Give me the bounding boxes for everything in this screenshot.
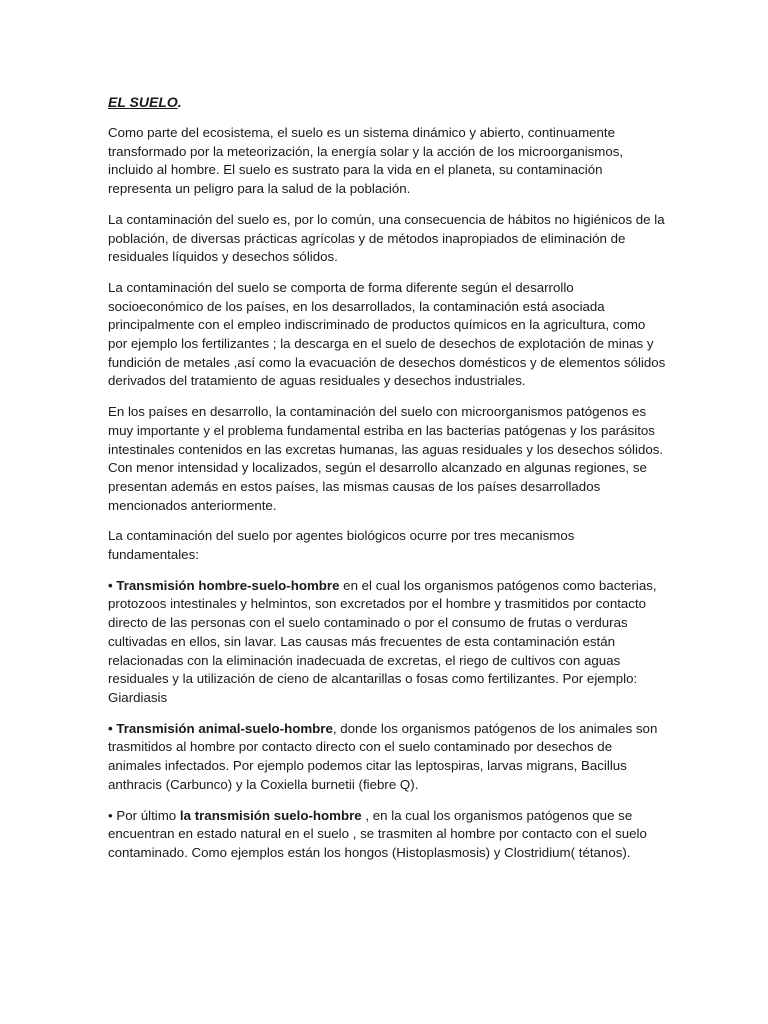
- mechanism-animal-soil-human: [108, 720, 668, 795]
- paragraph-mechanisms-intro: La contaminación del suelo por agentes biológicos ocurre por tres mecanismos fundamentales:: [108, 528, 575, 563]
- mechanism-animal-soil-human-title: • Transmisión animal-suelo-hombre: [108, 720, 333, 736]
- mechanism-human-soil-human-title: • Transmisión hombre-suelo-hombre: [108, 577, 340, 593]
- paragraph-intro: Como parte del ecosistema, el suelo es un sistema dinámico y abierto, continuamente transformado por la meteorización, la energía solar y la acción de los microorganismos, incluido al hombre. El suelo es sustrato para la vida en el planeta, su contaminación representa un peligro para la salud de la población.: [108, 125, 624, 197]
- mechanism-soil-human-title: la transmisión suelo-hombre: [179, 807, 362, 823]
- mechanism-human-soil-human-text: en el cual los organismos patógenos como bacterias, protozoos intestinales y helmintos, son excretados por el hombre y trasmitidos por contacto directo de las personas con el suelo contaminado o por el consumo de frutas o verduras cultivadas en ellos, sin lavar. Las causas más frecuentes de esta contaminación están relacionadas con la eliminación inadecuada de excretas, el riego de cultivos con aguas residuales y la utilización de cieno de alcantarillas o fosas como fertilizantes. Por ejemplo: Giardiasis: [108, 577, 657, 705]
- paragraph-causes: La contaminación del suelo es, por lo común, una consecuencia de hábitos no higiénicos de la población, de diversas prácticas agrícolas y de métodos inapropiados de eliminación de residuales líquidos y desechos sólidos.: [108, 211, 665, 265]
- mechanism-soil-human: [108, 807, 668, 863]
- paragraph-developing-countries: En los países en desarrollo, la contaminación del suelo con microorganismos patógenos es muy importante y el problema fundamental estriba en las bacterias patógenas y los parásitos intestinales contenidos en las excretas humanas, las aguas residuales y los desechos sólidos. Con menor intensidad y localizados, según el desarrollo alcanzado en algunas regiones, se presentan además en estos países, las mismas causas de los países desarrollados mencionados anteriormente.: [108, 404, 664, 513]
- document-title-period: .: [177, 94, 182, 110]
- document-title: [108, 93, 668, 111]
- mechanism-soil-human-prefix: • Por último: [108, 807, 180, 823]
- document-page: [108, 93, 668, 875]
- document-title-text: EL SUELO: [108, 94, 178, 110]
- paragraph-developed-countries: La contaminación del suelo se comporta de forma diferente según el desarrollo socioeconómico de los países, en los desarrollados, la contaminación está asociada principalmente con el empleo indiscriminado de productos químicos en la agricultura, como por ejemplo los fertilizantes ; la descarga en el suelo de desechos de explotación de minas y fundición de metales ,así como la evacuación de desechos domésticos y de elementos sólidos derivados del tratamiento de aguas residuales y desechos industriales.: [108, 279, 666, 389]
- mechanism-soil-human-text: , en la cual los organismos patógenos que se encuentran en estado natural en el suelo , se trasmiten al hombre por contacto con el suelo contaminado. Como ejemplos están los hongos (Histoplasmosis) y Clostridium( tétanos).: [108, 807, 647, 860]
- mechanism-human-soil-human: [108, 577, 668, 708]
- mechanism-animal-soil-human-text: , donde los organismos patógenos de los animales son trasmitidos al hombre por contacto directo con el suelo contaminado por desechos de animales infectados. Por ejemplo podemos citar las leptospiras, larvas migrans, Bacillus anthracis (Carbunco) y la Coxiella burnetii (fiebre Q).: [108, 720, 658, 792]
